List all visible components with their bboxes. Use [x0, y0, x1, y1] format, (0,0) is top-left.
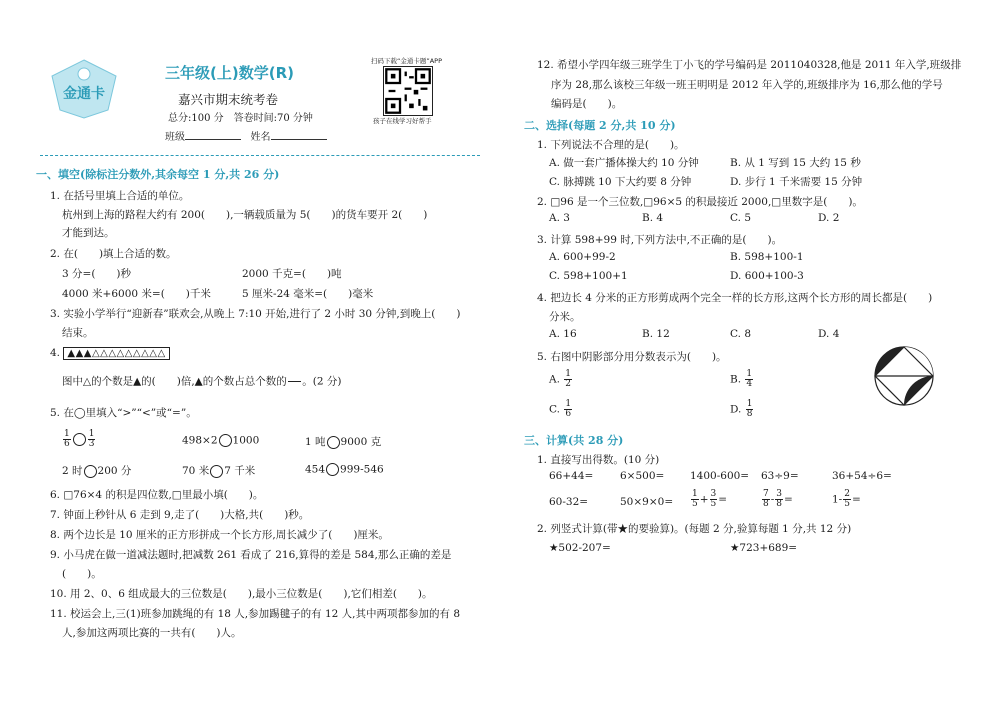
- compare-item-4: 2 时 200 分: [62, 465, 132, 477]
- compare-item-1: $\frac{1}{6}$ $\frac{1}{3}$: [64, 429, 95, 449]
- calc-1-r2-e: 1- $\frac{2}{5}$ =: [832, 489, 861, 509]
- compare-circle[interactable]: [219, 434, 232, 447]
- question-8: 8. 两个边长是 10 厘米的正方形拼成一个长方形,周长减少了( )厘米。: [50, 529, 389, 541]
- choice-3: 3. 计算 598+99 时,下列方法中,不正确的是( )。: [537, 234, 783, 246]
- qr-caption-top: 扫码下载“金通卡题”APP: [371, 57, 443, 65]
- question-1-line-b: 才能到达。: [62, 227, 115, 239]
- question-11-line-a: 11. 校运会上,三(1)班参加跳绳的有 18 人,参加踢毽子的有 12 人,其中两项都参加的有 8: [50, 608, 461, 620]
- question-9-line-a: 9. 小马虎在做一道减法题时,把减数 261 看成了 216,算得的差是 584,那么正确的差是: [50, 549, 452, 561]
- compare-item-5: 70 米 7 千米: [182, 465, 256, 477]
- choice-4-unit: 分米。: [549, 311, 581, 323]
- question-3-line-a: 3. 实验小学举行“迎新春”联欢会,从晚上 7:10 开始,进行了 2 小时 30 分钟,到晚上( ): [50, 308, 461, 320]
- exam-meta: 总分:100 分 答卷时间:70 分钟: [168, 113, 313, 124]
- choice-1: 1. 下列说法不合理的是( )。: [537, 139, 685, 151]
- compare-circle[interactable]: [73, 433, 86, 446]
- choice-5-c[interactable]: C. $\frac{1}{6}$: [549, 399, 572, 419]
- choice-2-b[interactable]: B. 4: [642, 212, 664, 224]
- calc-1-r1-b: 6×500=: [620, 470, 665, 482]
- compare-item-6: 454 999-546: [305, 463, 384, 476]
- choice-3-a[interactable]: A. 600+99-2: [549, 251, 616, 263]
- choice-5-d[interactable]: D. $\frac{1}{8}$: [730, 399, 753, 419]
- section-calculation: 三、计算(共 28 分): [524, 434, 624, 447]
- choice-4-a[interactable]: A. 16: [549, 328, 577, 340]
- choice-2-c[interactable]: C. 5: [730, 212, 752, 224]
- choice-2-a[interactable]: A. 3: [549, 212, 570, 224]
- calc-1-r2-d: $\frac{7}{8}$ - $\frac{3}{8}$ =: [763, 489, 793, 509]
- question-1: 1. 在括号里填上合适的单位。: [50, 190, 190, 202]
- exam-title: 三年级(上)数学(R): [165, 64, 294, 82]
- header-divider: [40, 155, 480, 156]
- exam-subtitle: 嘉兴市期末统考卷: [178, 92, 279, 107]
- choice-5-b[interactable]: B. $\frac{1}{4}$: [730, 369, 753, 389]
- compare-item-3: 1 吨 9000 克: [305, 436, 382, 448]
- question-12-line-b: 序为 28,那么该校三年级一班王明明是 2012 年入学的,班级排序为 16,那么他的学号: [551, 79, 943, 91]
- section-multiple-choice: 二、选择(每题 2 分,共 10 分): [524, 119, 676, 132]
- choice-1-a[interactable]: A. 做一套广播体操大约 10 分钟: [549, 157, 699, 169]
- compare-circle[interactable]: [210, 465, 223, 478]
- choice-4-d[interactable]: D. 4: [818, 328, 840, 340]
- question-4-number: 4.: [50, 347, 61, 359]
- choice-5-a[interactable]: A. $\frac{1}{2}$: [549, 369, 571, 389]
- shaded-circle-figure: [873, 345, 935, 407]
- choice-5: 5. 右图中阴影部分用分数表示为( )。: [537, 351, 727, 363]
- choice-1-d[interactable]: D. 步行 1 千米需要 15 分钟: [730, 176, 863, 188]
- choice-2: 2. □96 是一个三位数,□96×5 的积最接近 2000,□里数字是( )。: [537, 196, 863, 208]
- triangle-strip: ▲▲▲△△△△△△△△△: [63, 347, 169, 360]
- question-4: [50, 347, 170, 360]
- question-9-line-b: ( )。: [62, 568, 102, 580]
- calc-1-r2-a: 60-32=: [549, 496, 589, 508]
- name-field[interactable]: [271, 130, 327, 140]
- class-field[interactable]: [185, 130, 241, 140]
- calc-1: 1. 直接写出得数。(10 分): [537, 454, 660, 466]
- choice-4: 4. 把边长 4 分米的正方形剪成两个完全一样的长方形,这两个长方形的周长都是( ): [537, 292, 933, 304]
- calc-1-r1-c: 1400-600=: [690, 470, 750, 482]
- choice-3-b[interactable]: B. 598+100-1: [730, 251, 804, 263]
- question-12-line-a: 12. 希望小学四年级三班学生丁小飞的学号编码是 2011040328,他是 2011 年入学,班级排: [537, 59, 962, 71]
- question-11-line-b: 人,参加这两项比赛的一共有( )人。: [62, 627, 242, 639]
- compare-circle[interactable]: [326, 463, 339, 476]
- question-3-line-b: 结束。: [62, 327, 94, 339]
- choice-3-d[interactable]: D. 600+100-3: [730, 270, 804, 282]
- qr-caption-bottom: 孩子在线学习好帮手: [373, 117, 432, 125]
- question-2c: 4000 米+6000 米=( )千米: [62, 288, 211, 300]
- calc-1-r1-d: 63÷9=: [761, 470, 799, 482]
- calc-1-r1-a: 66+44=: [549, 470, 594, 482]
- calc-1-r2-c: $\frac{1}{5}$ + $\frac{3}{5}$ =: [692, 489, 728, 509]
- choice-2-d[interactable]: D. 2: [818, 212, 840, 224]
- section-fill-blanks: 一、填空(除标注分数外,其余每空 1 分,共 26 分): [36, 168, 280, 181]
- question-2: 2. 在( )填上合适的数。: [50, 248, 177, 260]
- choice-1-b[interactable]: B. 从 1 写到 15 大约 15 秒: [730, 157, 861, 169]
- question-10: 10. 用 2、0、6 组成最大的三位数是( ),最小三位数是( ),它们相差( )。: [50, 588, 433, 600]
- question-2b: 2000 千克=( )吨: [242, 268, 342, 280]
- question-12-line-c: 编码是( )。: [551, 98, 623, 110]
- brand-logo: [48, 58, 120, 120]
- class-label: 班级: [165, 132, 185, 143]
- compare-circle[interactable]: [84, 465, 97, 478]
- compare-item-2: 498×2 1000: [182, 434, 260, 447]
- choice-3-c[interactable]: C. 598+100+1: [549, 270, 628, 282]
- svg-text:金通卡: 金通卡: [63, 86, 105, 102]
- choice-1-c[interactable]: C. 脉搏跳 10 下大约要 8 分钟: [549, 176, 692, 188]
- calc-1-r1-e: 36+54÷6=: [832, 470, 892, 482]
- name-label: 姓名: [250, 132, 271, 143]
- question-6: 6. □76×4 的积是四位数,□里最小填( )。: [50, 489, 264, 501]
- compare-circle[interactable]: [327, 436, 340, 449]
- question-1-line-a: 杭州到上海的路程大约有 200( ),一辆载质量为 5( )的货车要开 2( ): [62, 209, 428, 221]
- question-4-text: 图中△的个数是▲的( )倍,▲的个数占总个数的 。(2 分): [62, 372, 341, 391]
- calc-2: 2. 列竖式计算(带★的要验算)。(每题 2 分,验算每题 1 分,共 12 分): [537, 523, 852, 535]
- question-7: 7. 钟面上秒针从 6 走到 9,走了( )大格,共( )秒。: [50, 509, 310, 521]
- calc-1-r2-b: 50×9×0=: [620, 496, 674, 508]
- calc-2-b: ★723+689=: [730, 542, 798, 554]
- question-2d: 5 厘米-24 毫米=( )毫米: [242, 288, 374, 300]
- fraction-blank[interactable]: [288, 372, 301, 391]
- choice-4-b[interactable]: B. 12: [642, 328, 670, 340]
- question-2a: 3 分=( )秒: [62, 268, 132, 280]
- student-info: [165, 128, 327, 143]
- choice-4-c[interactable]: C. 8: [730, 328, 752, 340]
- question-5: 5. 在◯里填入“>”“<”或“=”。: [50, 407, 197, 419]
- calc-2-a: ★502-207=: [549, 542, 611, 554]
- qr-code-icon[interactable]: [383, 66, 433, 116]
